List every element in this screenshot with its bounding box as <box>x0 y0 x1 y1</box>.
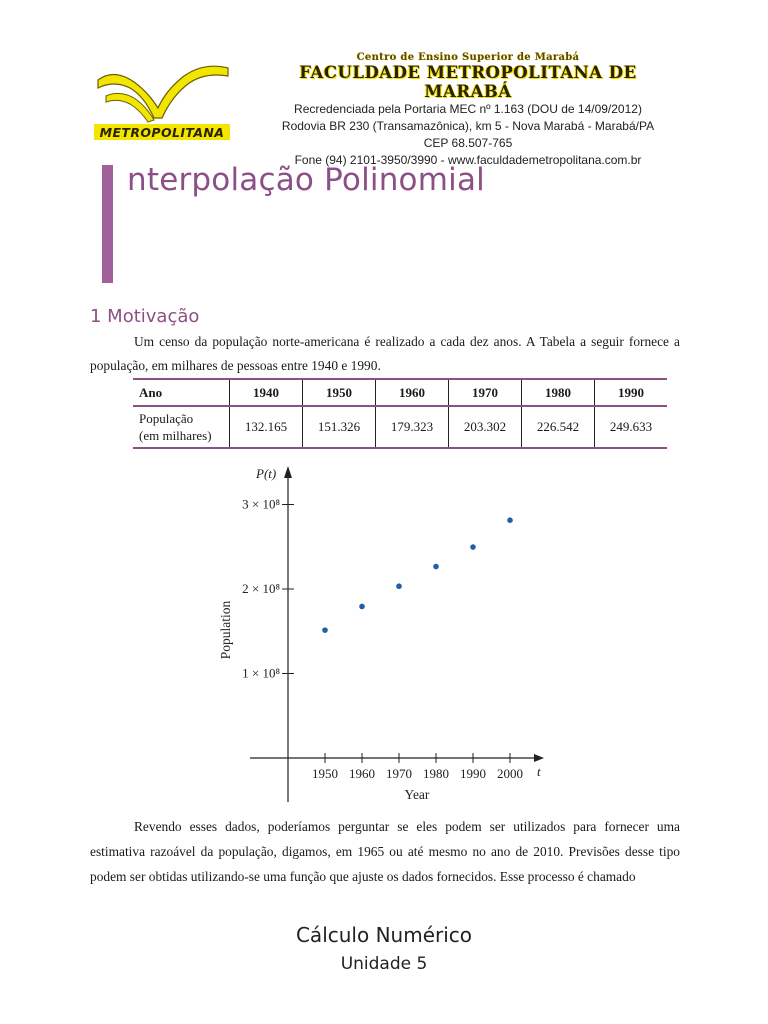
y-tick-label: 2 × 10⁸ <box>242 581 280 596</box>
x-axis-label: Year <box>404 787 430 802</box>
footer-unit: Unidade 5 <box>340 954 428 974</box>
data-point <box>322 627 328 633</box>
faculdade-name: FACULDADE METROPOLITANA DE MARABÁ <box>299 63 637 101</box>
table-cell: 203.302 <box>449 406 522 448</box>
data-point <box>433 564 439 570</box>
table-year: 1950 <box>303 379 376 406</box>
x-tick-label: 1950 <box>312 766 338 781</box>
address-line: Rodovia BR 230 (Transamazônica), km 5 - Nova Marabá - Marabá/PA <box>281 119 655 133</box>
y-axis-label: Population <box>218 600 233 660</box>
contact-line: Fone (94) 2101-3950/3990 - www.faculdademetropolitana.com.br <box>294 153 642 167</box>
table-cell: 132.165 <box>230 406 303 448</box>
data-point <box>507 517 513 523</box>
x-tick-label: 1970 <box>386 766 412 781</box>
x-tick-label: 1960 <box>349 766 375 781</box>
page-title: nterpolação Polinomial <box>127 162 485 198</box>
accreditation-line: Recredenciada pela Portaria MEC nº 1.163 (DOU de 14/09/2012) <box>294 102 642 116</box>
x-axis-symbol: t <box>537 764 541 779</box>
x-tick-label: 1980 <box>423 766 449 781</box>
y-axis-symbol: P(t) <box>256 466 277 481</box>
row-label-line1: População <box>139 411 194 426</box>
intro-text: Um censo da população norte-americana é realizado a cada dez anos. A Tabela a seguir fornece a população, em milhares de pessoas entre 1940 e 1990. <box>90 334 680 373</box>
center-name: Centro de Ensino Superior de Marabá <box>356 52 580 63</box>
y-axis-arrow <box>284 466 292 478</box>
table-cell: 226.542 <box>522 406 595 448</box>
cep-line: CEP 68.507-765 <box>423 136 513 150</box>
logo-text: METROPOLITANA <box>99 125 225 140</box>
table-year: 1970 <box>449 379 522 406</box>
x-axis-arrow <box>534 754 544 762</box>
table-cell: 249.633 <box>595 406 668 448</box>
y-tick-label: 1 × 10⁸ <box>242 665 280 681</box>
table-year: 1960 <box>376 379 449 406</box>
row-label-line2: (em milhares) <box>139 428 212 443</box>
data-point <box>359 604 365 610</box>
table-header-label: Ano <box>133 379 230 406</box>
table-cell: 179.323 <box>376 406 449 448</box>
table-year: 1990 <box>595 379 668 406</box>
footer-course-title: Cálculo Numérico <box>295 923 473 947</box>
table-year: 1940 <box>230 379 303 406</box>
table-year: 1980 <box>522 379 595 406</box>
data-point <box>470 544 476 550</box>
discussion-text: Revendo esses dados, poderíamos perguntar se eles podem ser utilizados para fornecer uma estimativa razoável da população, digamos, em 1965 ou até mesmo no ano de 2010. Previsões desse tipo podem ser obtidas utilizando-se uma função que ajuste os dados fornecidos. Esse processo é chamado <box>90 819 680 884</box>
x-tick-label: 2000 <box>497 766 523 781</box>
table-cell: 151.326 <box>303 406 376 448</box>
x-tick-label: 1990 <box>460 766 486 781</box>
data-point <box>396 583 402 589</box>
section-heading: 1 Motivação <box>90 306 200 327</box>
discussion-paragraph <box>90 814 680 889</box>
y-tick-label: 3 × 10⁸ <box>242 496 280 512</box>
